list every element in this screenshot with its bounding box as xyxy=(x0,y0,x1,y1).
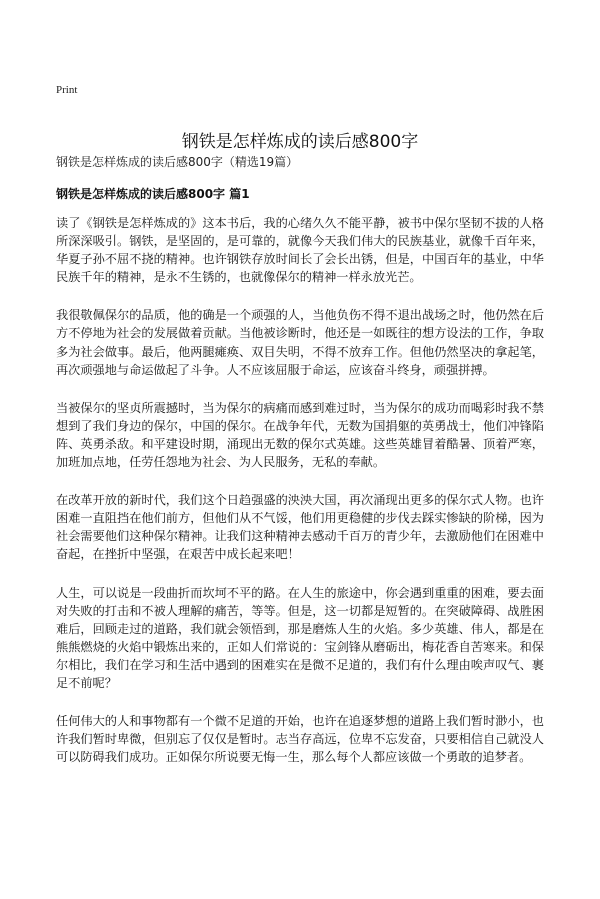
paragraph: 当被保尔的坚贞所震撼时，当为保尔的病痛而感到难过时，当为保尔的成功而喝彩时我不禁想到了我们身边的保尔，中国的保尔。在战争年代，无数为国捐躯的英勇战士，他们冲锋陷阵、英勇杀敌。和平建设时期，涌现出无数的保尔式英雄。这些英雄冒着酷暑、顶着严寒，加班加点地，任劳任怨地为社会、为人民服务，无私的奉献。 xyxy=(56,400,544,470)
paragraph: 任何伟大的人和事物都有一个微不足道的开始，也许在追逐梦想的道路上我们暂时渺小，也许我们暂时卑微，但别忘了仅仅是暂时。志当存高远，位卑不忘发奋，只要相信自己就没人可以防碍我们成功。正如保尔所说要无悔一生，那么每个人都应该做一个勇敢的追梦者。 xyxy=(56,714,544,765)
paragraph: 人生，可以说是一段曲折而坎坷不平的路。在人生的旅途中，你会遇到重重的困难，要去面对失败的打击和不被人理解的痛苦，等等。但是，这一切都是短暂的。在突破障碍、战胜困难后，回顾走过的道路，我们就会领悟到，那是磨炼人生的火焰。多少英雄、伟人，都是在熊熊燃烧的火焰中锻炼出来的，正如人们常说的：宝剑锋从磨砺出，梅花香自苦寒来。和保尔相比，我们在学习和生活中遇到的困难实在是微不足道的，我们有什么理由唉声叹气、裹足不前呢？ xyxy=(56,585,544,690)
page-title: 钢铁是怎样炼成的读后感800字 xyxy=(181,132,419,153)
document-subtitle: 钢铁是怎样炼成的读后感800字（精选19篇） xyxy=(56,155,299,169)
print-label: Print xyxy=(56,84,78,96)
paragraph: 读了《钢铁是怎样炼成的》这本书后，我的心绪久久不能平静，被书中保尔坚韧不拔的人格所深深吸引。钢铁，是坚固的，是可靠的，就像今天我们伟大的民族基业，就像千百年来，华夏子孙不屈不挠的精神。也许钢铁存放时间长了会长出锈，但是，中国百年的基业，中华民族千年的精神，是永不生锈的，也就像保尔的精神一样永放光芒。 xyxy=(56,216,544,285)
paragraph: 我很敬佩保尔的品质，他的确是一个顽强的人，当他负伤不得不退出战场之时，他仍然在后方不停地为社会的发展做着贡献。当他被诊断时，他还是一如既往的想方设法的工作，争取多为社会做事。最后，他两腿瘫痪、双目失明，不得不放弃工作。但他仍然坚决的拿起笔，再次顽强地与命运做起了斗争。人不应该屈服于命运，应该奋斗终身，顽强拼搏。 xyxy=(56,308,544,377)
paragraph: 在改革开放的新时代，我们这个日趋强盛的泱泱大国，再次涌现出更多的保尔式人物。也许困难一直阻挡在他们前方，但他们从不气馁，他们用更稳健的步伐去踩实惨缺的阶梯，因为社会需要他们这种保尔精神。让我们这种精神去感动千百万的青少年，去激励他们在困难中奋起，在挫折中坚强，在艰苦中成长起来吧！ xyxy=(56,493,544,562)
article-body xyxy=(56,214,544,786)
section-heading: 钢铁是怎样炼成的读后感800字 篇1 xyxy=(56,187,250,201)
